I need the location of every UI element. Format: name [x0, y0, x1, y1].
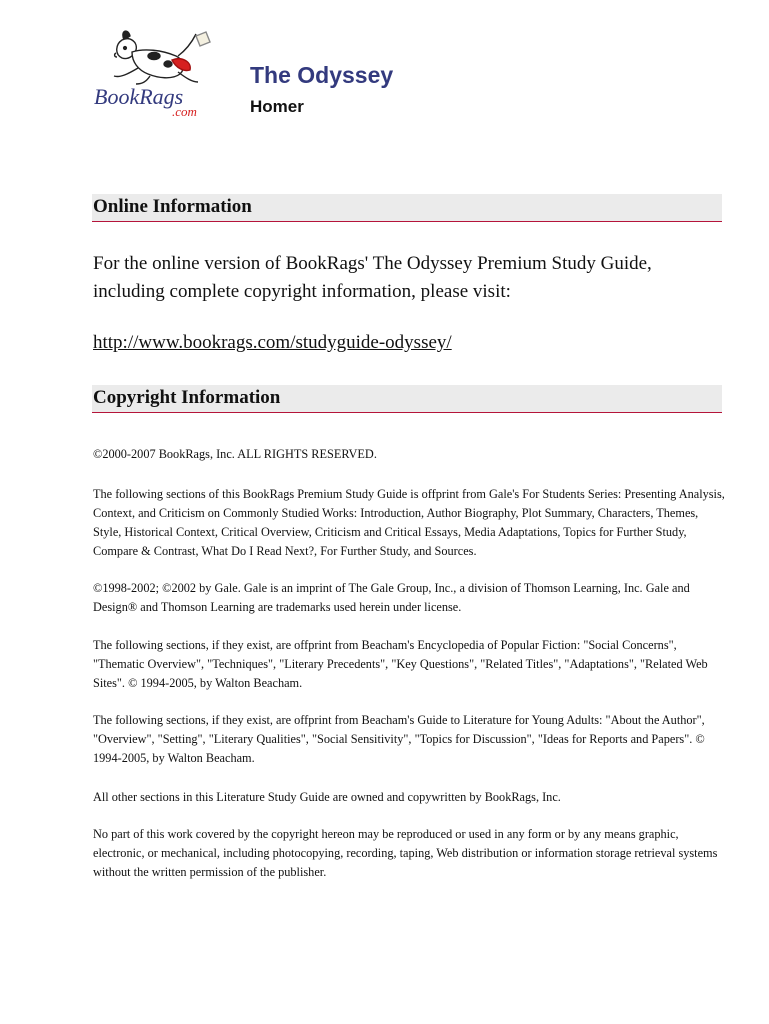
beacham-guide-paragraph: The following sections, if they exist, are offprint from Beacham's Guide to Literature for Young Adults: "About the Author", "Overview", "Setting", "Literary Qualities", "Social Sensitivity", "Topics for Discussion", "Ideas for Reports and Papers". © 1994-2005, by Walton Beacham.: [93, 713, 705, 765]
online-information-header: [92, 194, 722, 222]
logo-suffix: .com: [172, 104, 197, 119]
gale-offprint-paragraph: The following sections of this BookRags Premium Study Guide is offprint from Gale's For Students Series: Presenting Analysis, Context, and Criticism on Commonly Studied Works: Introduction, Author Biography, Plot Summary, Characters, Themes, Style, Historical Context, Critical Overview, Criticism and Critical Essays, Media Adaptations, Topics for Further Study, Compare & Contrast, What Do I Read Next?, For Further Study, and Sources.: [93, 487, 725, 558]
online-information-heading: Online Information: [93, 196, 252, 217]
gale-copyright-paragraph: ©1998-2002; ©2002 by Gale. Gale is an imprint of The Gale Group, Inc., a division of Thomson Learning, Inc. Gale and Design® and Thomson Learning are trademarks used herein under license.: [93, 581, 690, 614]
beacham-encyclopedia-paragraph: The following sections, if they exist, are offprint from Beacham's Encyclopedia of Popular Fiction: "Social Concerns", "Thematic Overview", "Techniques", "Literary Precedents", "Key Questions", "Related Titles", "Adaptations", "Related Web Sites". © 1994-2005, by Walton Beacham.: [93, 638, 708, 690]
online-version-text: For the online version of BookRags' The Odyssey Premium Study Guide, including complete copyright information, please visit:: [93, 253, 652, 302]
logo-wordmark: BookRags: [94, 84, 184, 109]
bookrags-ownership-paragraph: All other sections in this Literature Study Guide are owned and copywritten by BookRags, Inc.: [93, 790, 561, 804]
book-title: The Odyssey: [250, 62, 394, 88]
bookrags-logo: [92, 26, 222, 126]
reproduction-notice-paragraph: No part of this work covered by the copyright hereon may be reproduced or used in any form or by any means graphic, electronic, or mechanical, including photocopying, recording, taping, Web distribution or information storage retrieval systems without the written permission of the publisher.: [93, 827, 718, 879]
book-author: Homer: [250, 97, 304, 116]
copyright-information-header: [92, 385, 722, 413]
dog-icon: [114, 31, 210, 84]
copyright-information-heading: Copyright Information: [93, 387, 281, 408]
copyright-notice: ©2000-2007 BookRags, Inc. ALL RIGHTS RESERVED.: [93, 447, 377, 461]
study-guide-link[interactable]: http://www.bookrags.com/studyguide-odyssey/: [93, 332, 452, 353]
